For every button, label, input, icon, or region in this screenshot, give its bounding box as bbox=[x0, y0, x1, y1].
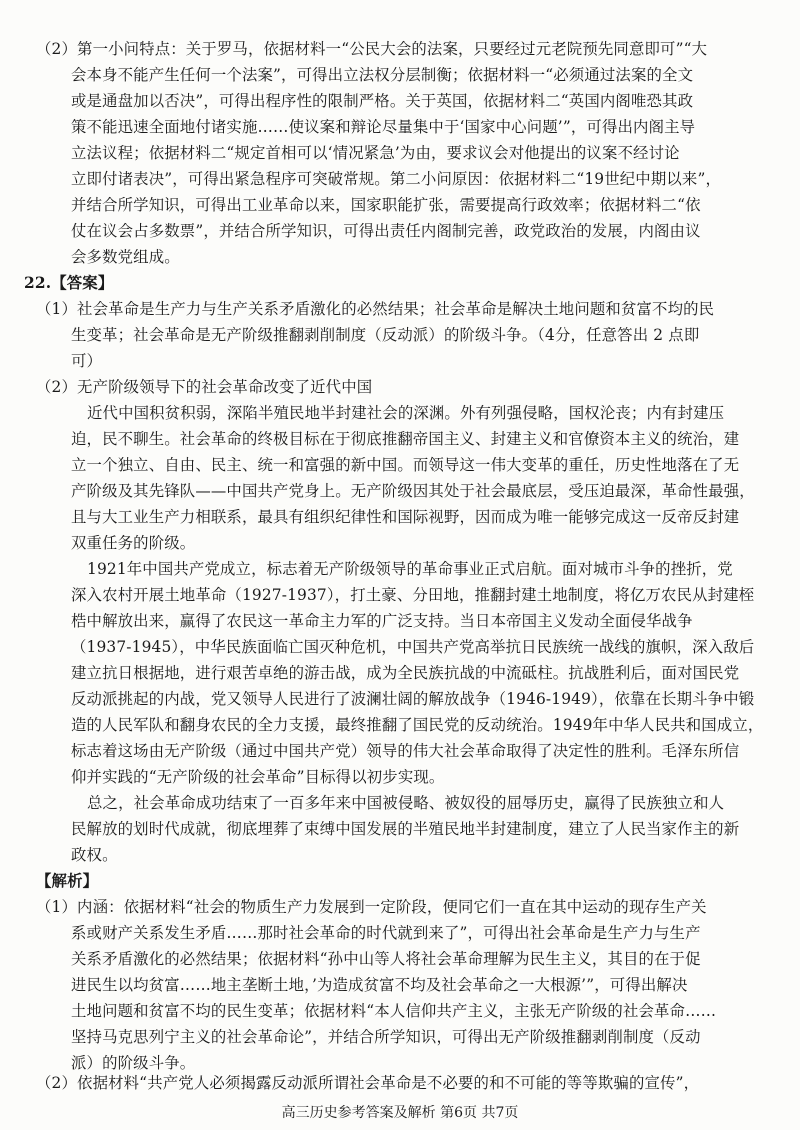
para-a-line-1: 近代中国积贫积弱，深陷半殖民地半封建社会的深渊。外有列强侵略，国权沦丧；内有封建压 bbox=[87, 404, 725, 422]
para-b-line-2: 深入农村开展土地革命（1927-1937），打土豪、分田地，推翻封建土地制度，将亿万农民从封建桎 bbox=[71, 586, 755, 604]
q22-answer-heading: 22.【答案】 bbox=[24, 274, 114, 292]
analysis-1-line-3: 关系矛盾激化的必然结果；依据材料“孙中山等人将社会革命理解为民生主义，其目的在于促 bbox=[71, 950, 701, 968]
q22-1-line-2: 生变革；社会革命是无产阶级推翻剥削制度（反动派）的阶级斗争。（4分，任意答出 2 点即 bbox=[71, 326, 700, 344]
q21-2-line-9: 会多数党组成。 bbox=[71, 248, 180, 266]
para-a-line-5: 且与大工业生产力相联系，最具有组织纪律性和国际视野，因而成为唯一能够完成这一反帝反封建 bbox=[71, 508, 740, 526]
para-a-line-2: 迫，民不聊生。社会革命的终极目标在于彻底推翻帝国主义、封建主义和官僚资本主义的统治，建 bbox=[71, 430, 740, 448]
para-b-line-6: 反动派挑起的内战，党又领导人民进行了波澜壮阔的解放战争（1946-1949），依靠在长期斗争中锻 bbox=[71, 690, 755, 708]
q21-2-line-8: 仗在议会占多数票”，并结合所学知识，可得出责任内阁制完善，政党政治的发展，内阁由议 bbox=[71, 222, 701, 240]
para-a-line-6: 双重任务的阶级。 bbox=[71, 534, 196, 552]
q21-2-line-5: 立法议程；依据材料二“规定首相可以‘情况紧急’为由，要求议会对他提出的议案不经讨论 bbox=[71, 144, 680, 162]
para-a-line-3: 立一个独立、自由、民主、统一和富强的新中国。而领导这一伟大变革的重任，历史性地落在了无 bbox=[71, 456, 740, 474]
para-b-line-5: 建立抗日根据地，进行艰苦卓绝的游击战，成为全民族抗战的中流砥柱。抗战胜利后，面对国民党 bbox=[71, 664, 740, 682]
analysis-1-line-5: 土地问题和贫富不均的民生变革；依据材料“本人信仰共产主义，主张无产阶级的社会革命…… bbox=[71, 1002, 717, 1020]
para-b-line-4: （1937-1945），中华民族面临亡国灭种危机，中国共产党高举抗日民族统一战线的旗帜，深入敌后 bbox=[71, 638, 755, 656]
analysis-heading: 【解析】 bbox=[36, 872, 99, 890]
analysis-1-line-7: 派）的阶级斗争。 bbox=[71, 1054, 196, 1072]
q22-1-line-1: （1）社会革命是生产力与生产关系矛盾激化的必然结果；社会革命是解决土地问题和贫富不均的民 bbox=[36, 300, 715, 318]
q21-2-line-3: 或是通盘加以否决”，可得出程序性的限制严格。关于英国，依据材料二“英国内阁唯恐其政 bbox=[71, 92, 694, 110]
analysis-1-line-1: （1）内涵：依据材料“社会的物质生产力发展到一定阶段，便同它们一直在其中运动的现存生产关 bbox=[36, 898, 707, 916]
para-b-line-8: 标志着这场由无产阶级（通过中国共产党）领导的伟大社会革命取得了决定性的胜利。毛泽东所信 bbox=[71, 742, 740, 760]
para-b-line-1: 1921年中国共产党成立，标志着无产阶级领导的革命事业正式启航。面对城市斗争的挫折，党 bbox=[87, 560, 733, 578]
q22-2-title: （2）无产阶级领导下的社会革命改变了近代中国 bbox=[36, 378, 373, 396]
q21-2-line-4: 策不能迅速全面地付诸实施……使议案和辩论尽量集中于‘国家中心问题’”，可得出内阁主导 bbox=[71, 118, 696, 136]
q21-2-line-6: 立即付诸表决”，可得出紧急程序可突破常规。第二小问原因：依据材料二“19世纪中期以来”， bbox=[71, 170, 722, 188]
para-c-line-1: 总之，社会革命成功结束了一百多年来中国被侵略、被奴役的屈辱历史，赢得了民族独立和人 bbox=[87, 794, 725, 812]
para-a-line-4: 产阶级及其先锋队——中国共产党身上。无产阶级因其处于社会最底层，受压迫最深，革命性最强， bbox=[71, 482, 755, 500]
q21-2-line-1: （2）第一小问特点：关于罗马，依据材料一“公民大会的法案，只要经过元老院预先同意即可”“大 bbox=[36, 40, 708, 58]
para-c-line-3: 政权。 bbox=[71, 846, 118, 864]
q22-1-line-3: 可） bbox=[71, 352, 103, 370]
page-footer: 高三历史参考答案及解析 第6页 共7页 bbox=[281, 1105, 519, 1121]
q21-2-line-2: 会本身不能产生任何一个法案”，可得出立法权分层制衡；依据材料一“必须通过法案的全文 bbox=[71, 66, 694, 84]
q21-2-line-7: 并结合所学知识，可得出工业革命以来，国家职能扩张，需要提高行政效率；依据材料二“依 bbox=[71, 196, 701, 214]
para-b-line-3: 梏中解放出来，赢得了农民这一革命主力军的广泛支持。当日本帝国主义发动全面侵华战争 bbox=[71, 612, 693, 630]
analysis-1-line-4: 进民生以均贫富……地主垄断土地，’为造成贫富不均及社会革命之一大根源’”，可得出解决 bbox=[71, 976, 688, 994]
para-c-line-2: 民解放的划时代成就，彻底埋葬了束缚中国发展的半殖民地半封建制度，建立了人民当家作主的新 bbox=[71, 820, 740, 838]
para-b-line-9: 仰并实践的“无产阶级的社会革命”目标得以初步实现。 bbox=[71, 768, 445, 786]
analysis-2-line-1: （2）依据材料“共产党人必须揭露反动派所谓社会革命是不必要的和不可能的等等欺骗的宣传”， bbox=[36, 1074, 700, 1092]
para-b-line-7: 造的人民军队和翻身农民的全力支援，最终推翻了国民党的反动统治。1949年中华人民共和国成立， bbox=[71, 716, 764, 734]
analysis-1-line-6: 坚持马克思列宁主义的社会革命论”，并结合所学知识，可得出无产阶级推翻剥削制度（反动 bbox=[71, 1028, 701, 1046]
analysis-1-line-2: 系或财产关系发生矛盾……那时社会革命的时代就到来了”，可得出社会革命是生产力与生产 bbox=[71, 924, 701, 942]
